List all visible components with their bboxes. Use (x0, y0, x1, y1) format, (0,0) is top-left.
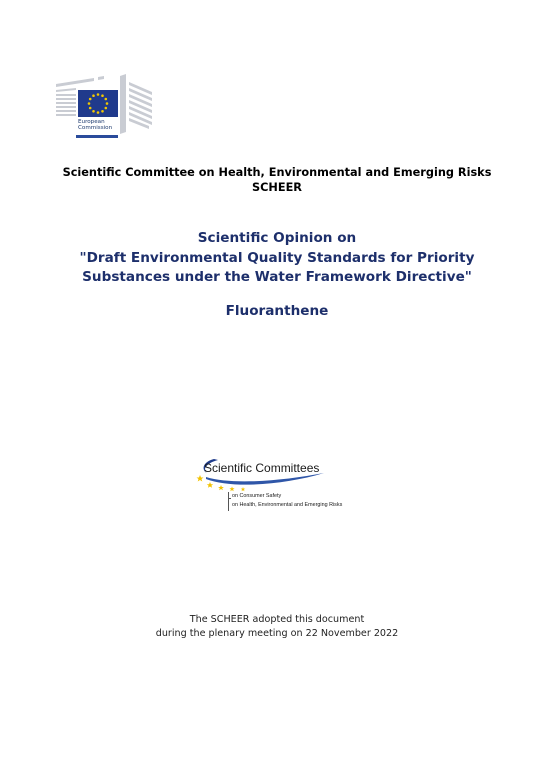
scientific-committees-logo (192, 455, 352, 517)
opinion-title-line3: Substances under the Water Framework Directive" (82, 269, 472, 285)
logo-text-line2: Commission (78, 125, 113, 132)
opinion-title (0, 229, 554, 288)
adoption-note-line1: The SCHEER adopted this document (189, 614, 365, 625)
adoption-note-line2: during the plenary meeting on 22 November 2022 (155, 627, 399, 639)
committee-line1: Scientific Committee on Health, Environmental and Emerging Risks (62, 166, 492, 179)
substance-name: Fluoranthene (225, 303, 329, 319)
committee-name (0, 165, 554, 195)
logo-text-line1: European (78, 119, 105, 125)
sc-health-environmental-line: on Health, Environmental and Emerging Risks (232, 502, 343, 508)
committee-acronym: SCHEER (251, 181, 302, 194)
european-commission-logo (54, 70, 156, 140)
opinion-title-line2: "Draft Environmental Quality Standards for Priority (79, 249, 475, 266)
sc-consumer-safety-line: on Consumer Safety (232, 493, 282, 499)
adoption-note (0, 613, 554, 640)
opinion-title-line1: Scientific Opinion on (197, 230, 357, 246)
scientific-committees-title: Scientific Committees (204, 461, 320, 475)
european-commission-label (78, 119, 112, 132)
